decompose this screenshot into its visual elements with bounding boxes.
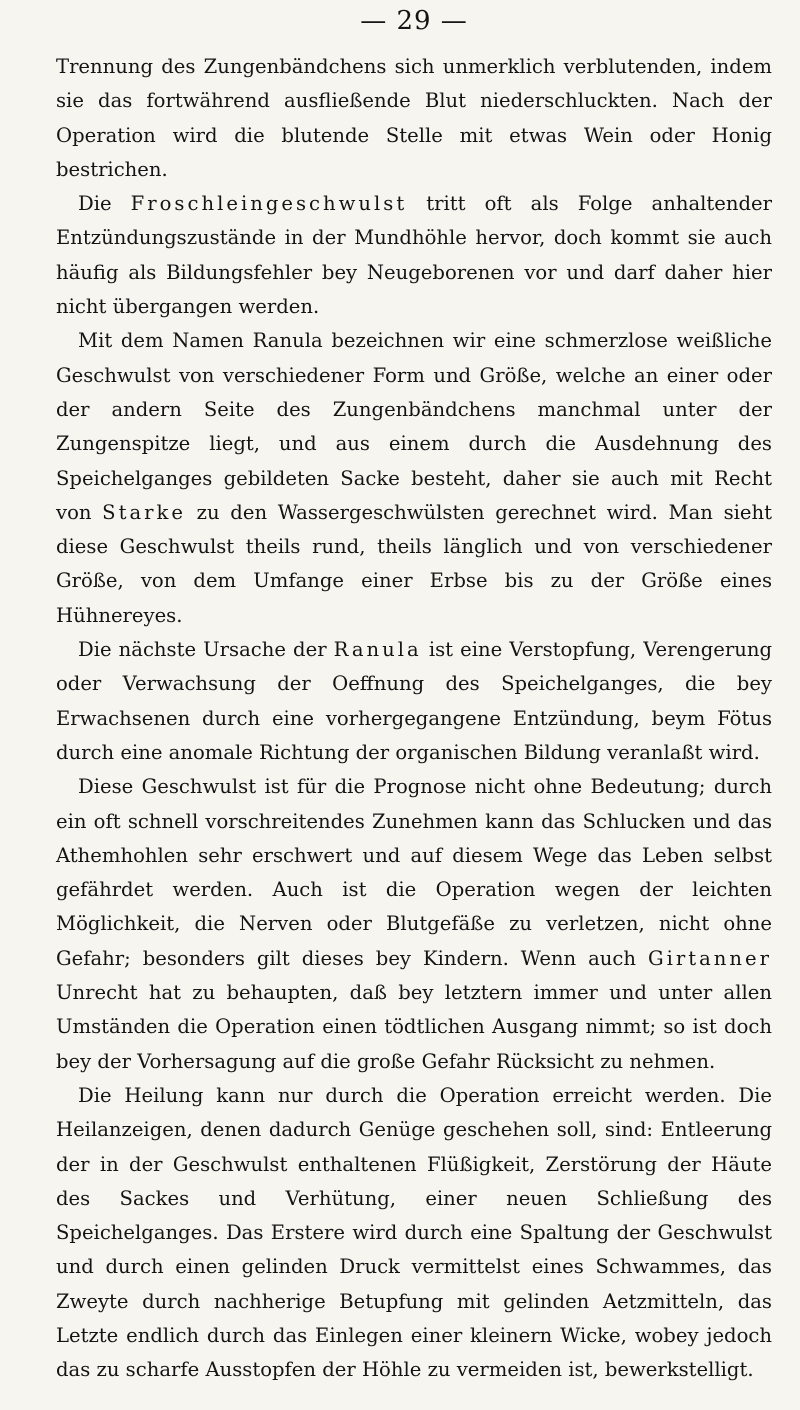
paragraph — [56, 770, 772, 1079]
emphasized-name: Ranula — [333, 638, 422, 662]
emphasized-name: Froschleingeschwulst — [130, 192, 408, 216]
text-run: Die — [78, 192, 131, 216]
paragraph — [56, 50, 772, 187]
text-run: zu den Wassergeschwülsten gerechnet wird. Man sieht diese Geschwulst theils rund, theils länglich und von verschiedener Größe, von dem Umfange einer Erbse bis zu der Größe eines Hühnereyes. — [56, 500, 772, 627]
paragraph — [56, 324, 772, 633]
page-number: — 29 — — [360, 6, 468, 36]
text-run: tritt oft als Folge anhaltender Entzündungszustände in der Mundhöhle hervor, doch kommt sie auch häufig als Bildungsfehler bey Neugeborenen vor und darf daher hier nicht übergangen werden. — [56, 192, 772, 319]
text-run: Mit dem Namen Ranula bezeichnen wir eine schmerzlose weißliche Geschwulst von verschiedener Form und Größe, welche an einer oder der andern Seite des Zungenbändchens manchmal unter der Zungenspitze liegt, und aus einem durch die Ausdehnung des Speichelganges gebildeten Sacke besteht, daher sie auch mit Recht von — [56, 329, 772, 524]
paragraph — [56, 1079, 772, 1388]
text-run: Die Heilung kann nur durch die Operation erreicht werden. Die Heilanzeigen, denen dadurch Genüge geschehen soll, sind: Entleerung der in der Geschwulst enthaltenen Flüßigkeit, Zerstörung der Häute des Sackes und Verhütung, einer neuen Schließung des Speichelganges. Das Erstere wird durch eine Spaltung der Geschwulst und durch einen gelinden Druck vermittelst eines Schwammes, das Zweyte durch nachherige Betupfung mit gelinden Aetzmitteln, das Letzte endlich durch das Einlegen einer kleinern Wicke, wobey jedoch das zu scharfe Ausstopfen der Höhle zu vermeiden ist, bewerkstelligt. — [56, 1083, 772, 1382]
text-run: ist eine Verstopfung, Verengerung oder Verwachsung der Oeffnung des Speichelganges, die bey Erwachsenen durch eine vorhergegangene Entzündung, beym Fötus durch eine anomale Richtung der organischen Bildung veranlaßt wird. — [56, 638, 773, 764]
emphasized-name: Starke — [102, 500, 186, 524]
emphasized-name: Girtanner — [647, 946, 772, 970]
paragraph — [56, 633, 772, 770]
text-run: Trennung des Zungenbändchens sich unmerklich verblutenden, indem sie das fortwährend ausfließende Blut niederschluckten. Nach der Operation wird die blutende Stelle mit etwas Wein oder Honig bestrichen. — [56, 55, 772, 181]
text-body — [56, 50, 772, 1388]
text-run: Diese Geschwulst ist für die Prognose nicht ohne Bedeutung; durch ein oft schnell vorschreitendes Zunehmen kann das Schlucken und das Athemhohlen sehr erschwert und auf diesem Wege das Leben selbst gefährdet werden. Auch ist die Operation wegen der leichten Möglichkeit, die Nerven oder Blutgefäße zu verletzen, nicht ohne Gefahr; besonders gilt dieses bey Kindern. Wenn auch — [56, 775, 772, 970]
text-run: Unrecht hat zu behaupten, daß bey letztern immer und unter allen Umständen die Operation einen tödtlichen Ausgang nimmt; so ist doch bey der Vorhersagung auf die große Gefahr Rücksicht zu nehmen. — [56, 981, 772, 1073]
text-run: Die nächste Ursache der — [78, 638, 334, 662]
paragraph — [56, 187, 772, 324]
